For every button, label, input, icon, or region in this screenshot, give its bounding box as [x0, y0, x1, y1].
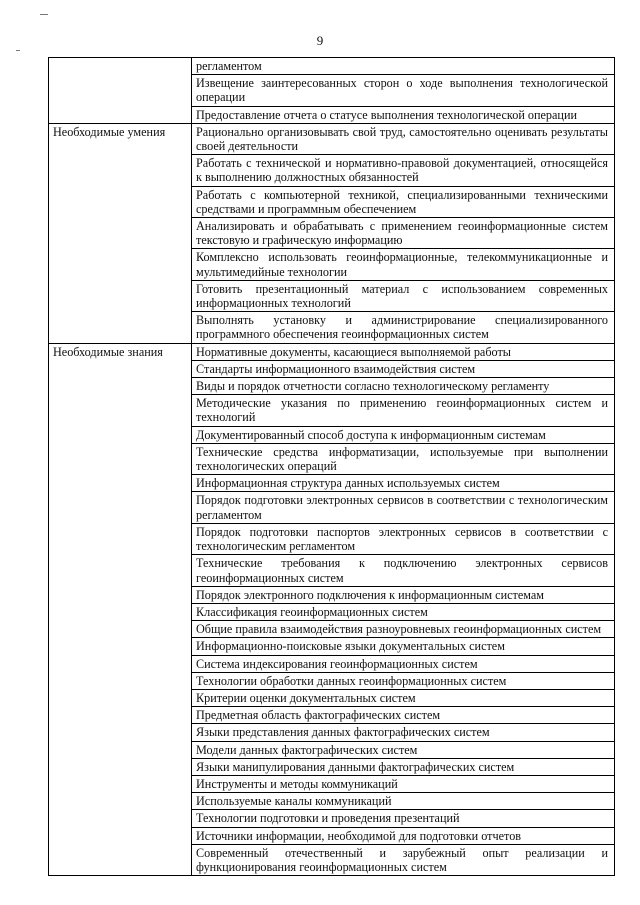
requirement-cell: Стандарты информационного взаимодействия систем: [192, 360, 615, 377]
requirement-cell: Рационально организовывать свой труд, самостоятельно оценивать результаты своей деятельности: [192, 123, 615, 154]
scan-mark: [40, 14, 48, 15]
table-row: [49, 123, 615, 154]
category-cell: [49, 58, 192, 124]
requirement-cell: Нормативные документы, касающиеся выполняемой работы: [192, 343, 615, 360]
requirement-cell: Информационная структура данных используемых систем: [192, 475, 615, 492]
requirement-cell: Методические указания по применению геоинформационных систем и технологий: [192, 395, 615, 426]
requirement-cell: Порядок подготовки электронных сервисов в соответствии с технологическим регламентом: [192, 492, 615, 523]
category-cell: Необходимые умения: [49, 123, 192, 343]
requirement-cell: Информационно-поисковые языки документальных систем: [192, 638, 615, 655]
requirement-cell: Анализировать и обрабатывать с применением геоинформационные систем текстовую и графическую информацию: [192, 218, 615, 249]
table-row: [49, 343, 615, 360]
requirement-cell: Технические средства информатизации, используемые при выполнении технологических операций: [192, 443, 615, 474]
requirement-cell: Комплексно использовать геоинформационные, телекоммуникационные и мультимедийные технологии: [192, 249, 615, 280]
requirement-cell: Извещение заинтересованных сторон о ходе выполнения технологической операции: [192, 75, 615, 106]
requirement-cell: Работать с технической и нормативно-правовой документацией, относящейся к выполнению должностных обязанностей: [192, 155, 615, 186]
requirement-cell: Языки манипулирования данными фактографических систем: [192, 758, 615, 775]
table-row: [49, 58, 615, 75]
competency-table: [48, 57, 615, 876]
requirement-cell: Языки представления данных фактографических систем: [192, 724, 615, 741]
requirement-cell: Модели данных фактографических систем: [192, 741, 615, 758]
requirement-cell: Технологии обработки данных геоинформационных систем: [192, 672, 615, 689]
requirement-cell: Общие правила взаимодействия разноуровневых геоинформационных систем: [192, 621, 615, 638]
requirement-cell: Критерии оценки документальных систем: [192, 689, 615, 706]
requirement-cell: Технологии подготовки и проведения презентаций: [192, 810, 615, 827]
requirement-cell: Работать с компьютерной техникой, специализированными техническими средствами и программным обеспечением: [192, 186, 615, 217]
requirement-cell: Виды и порядок отчетности согласно технологическому регламенту: [192, 378, 615, 395]
page-number: 9: [316, 33, 324, 48]
category-cell: Необходимые знания: [49, 343, 192, 876]
requirement-cell: Современный отечественный и зарубежный опыт реализации и функционирования геоинформационных систем: [192, 844, 615, 875]
requirement-cell: Предметная область фактографических систем: [192, 707, 615, 724]
requirement-cell: Классификация геоинформационных систем: [192, 603, 615, 620]
requirement-cell: Источники информации, необходимой для подготовки отчетов: [192, 827, 615, 844]
requirement-cell: Выполнять установку и администрирование специализированного программного обеспечения геоинформационных систем: [192, 312, 615, 343]
requirement-cell: Порядок подготовки паспортов электронных сервисов в соответствии с технологическим регламентом: [192, 523, 615, 554]
requirement-cell: Предоставление отчета о статусе выполнения технологической операции: [192, 106, 615, 123]
scan-mark: [16, 50, 20, 51]
requirement-cell: Используемые каналы коммуникаций: [192, 793, 615, 810]
requirement-cell: Система индексирования геоинформационных систем: [192, 655, 615, 672]
requirement-cell: Технические требования к подключению электронных сервисов геоинформационных систем: [192, 555, 615, 586]
requirement-cell: Порядок электронного подключения к информационным системам: [192, 586, 615, 603]
requirement-cell: Готовить презентационный материал с использованием современных информационных технологий: [192, 280, 615, 311]
requirement-cell: Документированный способ доступа к информационным системам: [192, 426, 615, 443]
requirement-cell: Инструменты и методы коммуникаций: [192, 775, 615, 792]
requirement-cell: регламентом: [192, 58, 615, 75]
